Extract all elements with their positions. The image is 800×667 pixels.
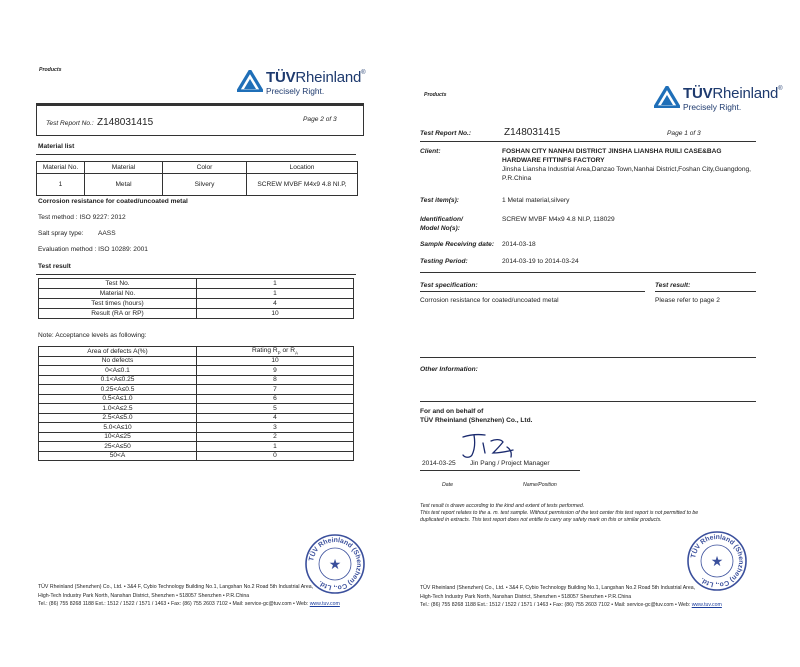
identification-label-2: Model No(s): — [420, 225, 460, 232]
test-spec-label: Test specification: — [420, 282, 478, 289]
material-table — [36, 161, 358, 196]
footer-line-1: TÜV Rheinland (Shenzhen) Co., Ltd. • 3&4 F, Cybio Technology Building No.1, Langshan No.2 Road 5th Industrial Area, — [420, 585, 696, 591]
acceptance-rating: 3 — [197, 423, 354, 433]
identification-label-1: Identification/ — [420, 216, 463, 223]
rating-label: Rating R — [252, 347, 278, 355]
acceptance-header-area: Area of defects A(%) — [39, 347, 197, 357]
acceptance-rating: 8 — [197, 375, 354, 385]
svg-text:★: ★ — [328, 556, 342, 572]
stamp-text: TÜV Rheinland (Shenzhen) Co., Ltd. — [308, 536, 363, 592]
name-caption: Name/Position — [523, 482, 557, 488]
footer-contact: Tel.: (86) 755 8268 1188 Ext.: 1512 / 1522 / 1571 / 1463 • Fax: (86) 755 2603 7102 • Mail: service-gc@tuv.com • Web: — [38, 601, 310, 607]
test-items-label: Test item(s): — [420, 197, 459, 204]
acceptance-area: 0.5<A≤1.0 — [39, 394, 197, 404]
signature — [455, 431, 525, 461]
client-label: Client: — [420, 148, 441, 155]
disclaimer-2: This test report relates to the a. m. test sample. Without permission of the test center this test report is not permitted to be — [420, 510, 699, 516]
sample-date-value: 2014-03-18 — [502, 241, 536, 248]
logo-brand-bold: TÜV — [683, 85, 713, 102]
company-stamp — [686, 530, 748, 592]
client-name-1: FOSHAN CITY NANHAI DISTRICT JINSHA LIANSHA RUILI CASE&BAG — [502, 148, 722, 155]
divider — [420, 357, 756, 358]
acceptance-rating: 10 — [197, 356, 354, 366]
result-row-value: 1 — [197, 289, 354, 299]
disclaimer-1: Test result is drawn according to the kind and extent of tests performed. — [420, 503, 585, 509]
acceptance-area: No defects — [39, 356, 197, 366]
identification-value: SCREW MVBF M4x9 4.8 NI.P, 118029 — [502, 216, 615, 223]
acceptance-area: 0.25<A≤0.5 — [39, 385, 197, 395]
tuv-logo — [237, 70, 365, 95]
testing-period-value: 2014-03-19 to 2014-03-24 — [502, 258, 579, 265]
acceptance-note: Note: Acceptance levels as following: — [38, 332, 147, 339]
acceptance-area: 5.0<A≤10 — [39, 423, 197, 433]
material-header-color: Color — [163, 162, 247, 174]
test-spec-value: Corrosion resistance for coated/uncoated metal — [420, 297, 559, 304]
acceptance-rating: 0 — [197, 451, 354, 461]
material-header-material: Material — [85, 162, 163, 174]
acceptance-area: 1.0<A≤2.5 — [39, 404, 197, 414]
result-row-label: Result (RA or RP) — [39, 309, 197, 319]
divider — [420, 141, 756, 142]
footer-web-link[interactable]: www.tuv.com — [309, 601, 340, 607]
test-items-value: 1 Metal material,silvery — [502, 197, 570, 204]
acceptance-area: 2.5<A≤5.0 — [39, 413, 197, 423]
stamp-seal-icon — [686, 530, 748, 592]
footer-line-1: TÜV Rheinland (Shenzhen) Co., Ltd. • 3&4 F, Cybio Technology Building No.1, Langshan No.2 Road 5th Industrial Area, — [38, 584, 314, 590]
material-cell-color: Silvery — [163, 174, 247, 196]
client-name-2: HARDWARE FITTINFS FACTORY — [502, 157, 605, 164]
tuv-logo — [654, 86, 782, 111]
sign-date: 2014-03-25 — [422, 460, 456, 467]
footer-line-2: High-Tech Industry Park North, Nanshan District, Shenzhen • 518057 Shenzhen • P.R.China — [420, 594, 632, 600]
signature-line — [420, 470, 580, 471]
divider — [36, 274, 356, 275]
date-caption: Date — [442, 482, 453, 488]
svg-text:★: ★ — [710, 553, 724, 569]
page-number: Page 1 of 3 — [667, 130, 701, 137]
acceptance-rating: 6 — [197, 394, 354, 404]
test-method: Test method : ISO 9227: 2012 — [38, 214, 126, 221]
result-row-label: Material No. — [39, 289, 197, 299]
logo-brand-rest: Rheinland — [712, 85, 779, 102]
material-list-title: Material list — [38, 143, 75, 150]
divider — [420, 291, 645, 292]
divider — [420, 272, 756, 273]
logo-brand-rest: Rheinland — [295, 69, 362, 86]
tuv-triangle-icon — [237, 70, 263, 92]
page-number: Page 2 of 3 — [303, 116, 337, 123]
handwritten-signature-icon — [455, 431, 525, 461]
evaluation-method: Evaluation method : ISO 10289: 2001 — [38, 246, 148, 253]
acceptance-rating: 5 — [197, 404, 354, 414]
other-info-label: Other Information: — [420, 366, 478, 373]
acceptance-area: 25<A≤50 — [39, 442, 197, 452]
rating-sub-p: P — [277, 350, 281, 356]
result-row-label: Test No. — [39, 279, 197, 289]
material-cell-location: SCREW MVBF M4x9 4.8 NI.P, — [247, 174, 358, 196]
logo-reg: ® — [361, 70, 366, 76]
material-cell-no: 1 — [37, 174, 85, 196]
report-number-label: Test Report No.: — [46, 120, 94, 127]
material-header-no: Material No. — [37, 162, 85, 174]
report-number-label: Test Report No.: — [420, 130, 472, 137]
tuv-triangle-icon — [654, 86, 680, 108]
client-address-2: P.R.China — [502, 175, 532, 182]
footer-line-3 — [420, 602, 722, 608]
salt-spray-value: AASS — [98, 230, 116, 237]
result-row-value: 10 — [197, 309, 354, 319]
products-label: Products — [424, 92, 447, 98]
result-row-label: Test times (hours) — [39, 299, 197, 309]
divider — [655, 291, 756, 292]
logo-reg: ® — [778, 86, 783, 92]
divider — [420, 401, 756, 402]
material-header-location: Location — [247, 162, 358, 174]
logo-tagline: Precisely Right. — [683, 102, 742, 112]
rating-sub-a: A — [294, 350, 298, 356]
sample-date-label: Sample Receiving date: — [420, 241, 495, 248]
result-row-value: 1 — [197, 279, 354, 289]
result-row-value: 4 — [197, 299, 354, 309]
disclaimer-3: duplicated in extracts. This test report does not entitle to carry any safety mark on this or similar products. — [420, 517, 662, 523]
acceptance-area: 0<A≤0.1 — [39, 366, 197, 376]
behalf-line-2: TÜV Rheinland (Shenzhen) Co., Ltd. — [420, 417, 533, 424]
acceptance-area: 50<A — [39, 451, 197, 461]
test-result-title: Test result — [38, 263, 71, 270]
divider — [36, 154, 356, 155]
result-table — [38, 278, 354, 319]
testing-period-label: Testing Period: — [420, 258, 468, 265]
sign-name: Jin Pang / Project Manager — [470, 460, 550, 467]
acceptance-rating: 1 — [197, 442, 354, 452]
footer-contact: Tel.: (86) 755 8268 1188 Ext.: 1512 / 1522 / 1571 / 1463 • Fax: (86) 755 2603 7102 • Mail: service-gc@tuv.com • Web: — [420, 602, 692, 608]
acceptance-rating: 7 — [197, 385, 354, 395]
logo-tagline: Precisely Right. — [266, 86, 325, 96]
report-number: Z148031415 — [97, 117, 154, 128]
salt-spray-label: Salt spray type: — [38, 230, 84, 237]
footer-line-3 — [38, 601, 340, 607]
acceptance-area: 10<A≤25 — [39, 432, 197, 442]
corrosion-title: Corrosion resistance for coated/uncoated metal — [38, 198, 188, 205]
material-cell-material: Metal — [85, 174, 163, 196]
acceptance-rating: 2 — [197, 432, 354, 442]
footer-line-2: High-Tech Industry Park North, Nanshan District, Shenzhen • 518057 Shenzhen • P.R.China — [38, 593, 250, 599]
report-number: Z148031415 — [504, 127, 561, 138]
stamp-text: TÜV Rheinland (Shenzhen) Co., Ltd. — [690, 533, 745, 589]
acceptance-header-rating — [197, 347, 354, 357]
footer-web-link[interactable]: www.tuv.com — [691, 602, 722, 608]
acceptance-rating: 4 — [197, 413, 354, 423]
acceptance-table — [38, 346, 354, 461]
test-result-label: Test result: — [655, 282, 691, 289]
rating-or: or R — [280, 347, 295, 355]
acceptance-area: 0.1<A≤0.25 — [39, 375, 197, 385]
products-label: Products — [39, 67, 62, 73]
test-result-value: Please refer to page 2 — [655, 297, 720, 304]
acceptance-rating: 9 — [197, 366, 354, 376]
client-address-1: Jinsha Liansha Industrial Area,Danzao Town,Nanhai District,Foshan City,Guangdong, — [502, 166, 751, 173]
logo-brand-bold: TÜV — [266, 69, 296, 86]
behalf-line-1: For and on behalf of — [420, 408, 484, 415]
